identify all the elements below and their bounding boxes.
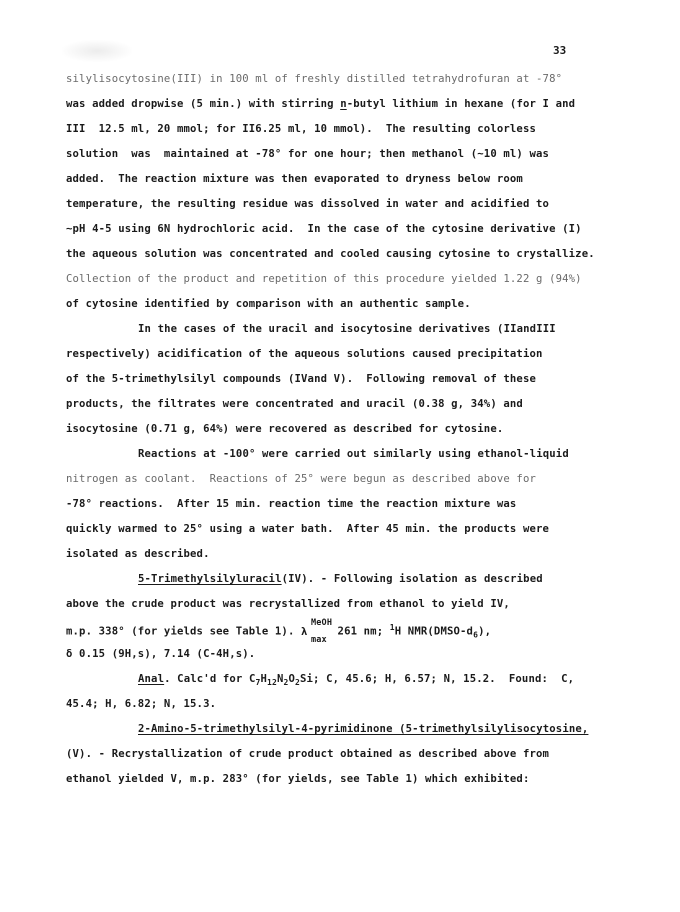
paragraph-start: In the cases of the uracil and isocytosine derivatives (IIandIII (138, 323, 556, 335)
text-line: -78° reactions. After 15 min. reaction time the reaction mixture was (66, 498, 517, 510)
text-line: was added dropwise (5 min.) with stirring n-butyl lithium in hexane (for I and (66, 98, 576, 110)
spectral-data-line: m.p. 338° (for yields see Table 1). λ MeOH max 261 nm; $^1$H $NMR(DMSO-d_6)$, (66, 617, 492, 645)
text-line: the aqueous solution was concentrated and cooled causing cytosine to crystallize. (66, 248, 595, 260)
text-line: quickly warmed to 25° using a water bath. After 45 min. the products were (66, 523, 550, 535)
compound-heading-iv: 5-Trimethylsilyluracil(IV). - Following isolation as described (138, 573, 543, 585)
text-line: III 12.5 ml, 20 mmol; for II6.25 ml, 10 mmol). The resulting colorless (66, 123, 537, 135)
text-line: ~pH 4-5 using 6N hydrochloric acid. In the case of the cytosine derivative (I) (66, 223, 582, 235)
text-line: isolated as described. (66, 548, 210, 560)
text-line: nitrogen as coolant. Reactions of 25° were begun as described above for (66, 473, 537, 485)
text-line: isocytosine (0.71 g, 64%) were recovered as described for cytosine. (66, 423, 504, 435)
text-line: added. The reaction mixture was then evaporated to dryness below room (66, 173, 523, 185)
nmr-shifts-line: δ 0.15 (9H,s), 7.14 (C-4H,s). (66, 648, 256, 660)
text-line: Collection of the product and repetition of this procedure yielded 1.22 g (94%) (66, 273, 582, 285)
page-number: 33 (553, 44, 567, 57)
paragraph-start: Reactions at -100° were carried out similarly using ethanol-liquid (138, 448, 569, 460)
text-line: temperature, the resulting residue was dissolved in water and acidified to (66, 198, 550, 210)
text-line: of the 5-trimethylsilyl compounds (IVand V). Following removal of these (66, 373, 537, 385)
text-line: respectively) acidification of the aqueous solutions caused precipitation (66, 348, 543, 360)
compound-heading-v: 2-Amino-5-trimethylsilyl-4-pyrimidinone (5-trimethylsilylisocytosine, (138, 723, 589, 735)
text-line: solution was maintained at -78° for one hour; then methanol (~10 ml) was (66, 148, 550, 160)
scan-smudge (62, 40, 132, 62)
text-line: ethanol yielded V, m.p. 283° (for yields, see Table 1) which exhibited: (66, 773, 530, 785)
text-line: silylisocytosine(III) in 100 ml of freshly distilled tetrahydrofuran at -78° (66, 73, 563, 85)
compound-name-iv: 5-Trimethylsilyluracil (138, 573, 282, 585)
text-line: (V). - Recrystallization of crude product obtained as described above from (66, 748, 550, 760)
text-line: products, the filtrates were concentrated and uracil (0.38 g, 34%) and (66, 398, 523, 410)
text-line: above the crude product was recrystallized from ethanol to yield IV, (66, 598, 510, 610)
text-line: of cytosine identified by comparison with an authentic sample. (66, 298, 471, 310)
analysis-line: Anal. Calc'd for $C_7H_{12}N_2O_2Si$; C, 45.6; H, 6.57; N, 15.2. Found: C, (138, 673, 575, 688)
text-line: 45.4; H, 6.82; N, 15.3. (66, 698, 217, 710)
